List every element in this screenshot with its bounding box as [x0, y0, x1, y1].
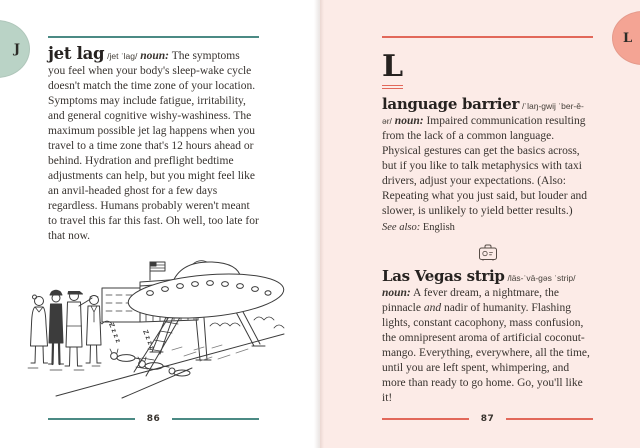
page-number-right: 87: [480, 414, 495, 424]
section-underline: [382, 85, 403, 86]
tab-letter-j: J: [13, 41, 20, 57]
section-underline: [382, 88, 403, 89]
part-of-speech: noun:: [140, 50, 170, 62]
part-of-speech: noun:: [382, 286, 411, 299]
headword-las-vegas-strip: Las Vegas strip: [382, 266, 505, 285]
part-of-speech: noun:: [394, 114, 424, 127]
left-column: [48, 0, 259, 244]
see-also-line: [382, 222, 593, 233]
entry-jet-lag: [48, 46, 259, 244]
definition-las-vegas-strip: A fever dream, a nightmare, the pinnacle and nadir of humanity. Flashing lights, constant cacophony, mass confusion, the omnipresent aroma of artificial coconut-mango. Everything, everywhere, all the time, until you are left spent, whimpering, and more than ready to go home. Go, you'll like it!: [382, 286, 590, 404]
definition-language-barrier: Impaired communication resulting from the lack of a common language. Physical gestures can get the basics across, but if you like to talk metaphysics with taxi drivers, adjust your expectations. (Also: Repeating what you just said, but louder and slower, is unlikely to yield better results.): [382, 114, 588, 217]
ufo-landing-illustration: [22, 246, 314, 400]
entry-language-barrier: [382, 94, 593, 219]
pronunciation-jet-lag: /jet ˈlag/: [107, 51, 138, 61]
page-number-left: 86: [146, 414, 161, 424]
pronunciation-language-barrier: /ˈlaŋ-gwij ˈber-ē-ər/: [382, 100, 584, 126]
footer-line: [506, 418, 593, 420]
footer-line: [48, 418, 135, 420]
definition-jet-lag: The symptoms you feel when your body's sleep-wake cycle doesn't match the time zone of your location. Symptoms may include fatigue, irritability, and general cognitive wishy-washiness. The maximum possible jet lag happens when you travel to a time zone that's 12 hours ahead or behind. Hydration and preflight bedtime adjustments can help, but you might feel like an anvil-headed ghost for a few days regardless. Humans probably weren't meant to travel this far this fast. Oh well, too late for that now.: [48, 50, 259, 242]
right-column: [382, 0, 593, 406]
pronunciation-las-vegas-strip: /läs-ˈvā-gəs ˈstrip/: [507, 272, 576, 283]
footer-line: [172, 418, 259, 420]
see-also-label: See also:: [382, 221, 421, 233]
section-tab-l[interactable]: [612, 11, 640, 65]
section-tab-j[interactable]: [0, 20, 30, 78]
footer-left: [48, 414, 259, 424]
headword-jet-lag: jet lag: [48, 44, 105, 63]
suitcase-icon: [477, 242, 499, 262]
footer-right: [382, 414, 593, 424]
page-right: [320, 0, 640, 448]
headword-language-barrier: language barrier: [382, 94, 520, 113]
entry-las-vegas-strip: [382, 266, 593, 406]
footer-line: [382, 418, 469, 420]
sleep-zzz-text-2: Z z z z: [141, 329, 156, 351]
top-rule-right: [382, 36, 593, 38]
see-also-term: English: [422, 221, 455, 233]
section-letter-heading: L: [382, 48, 404, 84]
tab-letter-l: L: [623, 30, 633, 46]
top-rule-left: [48, 36, 259, 38]
sleep-zzz-text-1: Z z z z: [107, 322, 122, 344]
